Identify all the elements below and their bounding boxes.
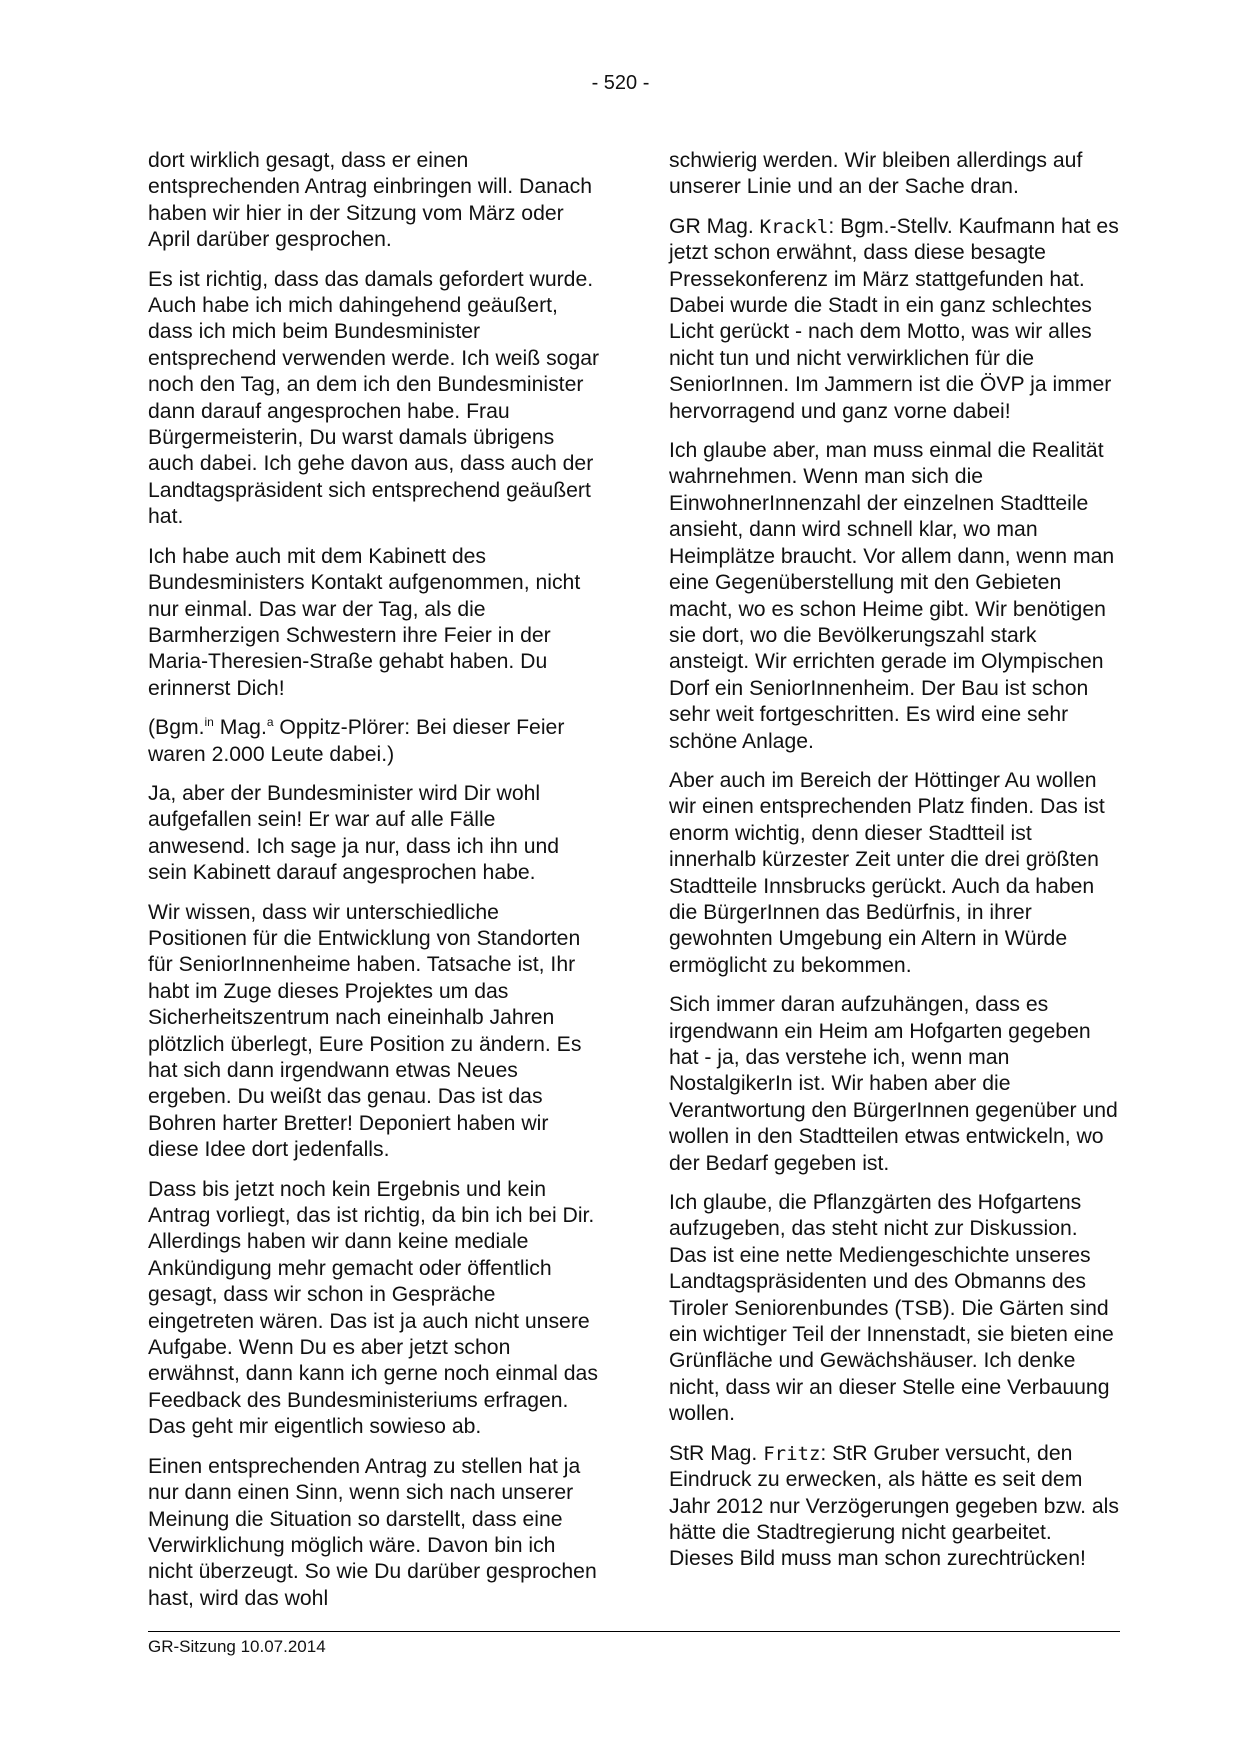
speaker-prefix: StR Mag. <box>669 1441 764 1465</box>
paragraph: Aber auch im Bereich der Höttinger Au wollen wir einen entsprechenden Platz finden. Das ist enorm wichtig, denn dieser Stadtteil ist innerhalb kürzester Zeit unter die drei größten Stadtteile Innsbrucks gerückt. Auch da haben die BürgerInnen das Bedürfnis, in ihrer gewohnten Umgebung ein Altern in Würde ermöglicht zu bekommen. <box>669 768 1105 977</box>
footer-divider <box>148 1631 1120 1632</box>
paragraph: Dass bis jetzt noch kein Ergebnis und kein Antrag vorliegt, das ist richtig, da bin ich bei Dir. Allerdings haben wir dann keine mediale Ankündigung mehr gemacht oder öffentlich gesagt, dass wir schon in Gespräche eingetreten wären. Das ist ja auch nicht unsere Aufgabe. Wenn Du es aber jetzt schon erwähnst, dann kann ich gerne noch einmal das Feedback des Bundesministeriums erfragen. Das geht mir eigentlich sowieso ab. <box>148 1177 598 1439</box>
speaker-paragraph <box>669 1441 1121 1573</box>
speaker-paragraph <box>669 214 1121 425</box>
right-column <box>669 148 1121 1586</box>
interjection <box>148 715 600 768</box>
paragraph: dort wirklich gesagt, dass er einen entsprechenden Antrag einbringen will. Danach haben wir hier in der Sitzung vom März oder April darüber gesprochen. <box>148 149 593 252</box>
speaker-name: Krackl <box>759 215 829 238</box>
interjection-open: (Bgm. <box>148 716 205 740</box>
left-column <box>148 148 600 1625</box>
paragraph: Es ist richtig, dass das damals gefordert wurde. Auch habe ich mich dahingehend geäußert, dass ich mich beim Bundesminister entsprechend verwenden werde. Ich weiß sogar noch den Tag, an dem ich den Bundesminister dann darauf angesprochen habe. Frau Bürgermeisterin, Du warst damals übrigens auch dabei. Ich gehe davon aus, dass auch der Landtagspräsident sich entsprechend geäußert hat. <box>148 267 600 529</box>
superscript: a <box>266 715 274 730</box>
paragraph: Ja, aber der Bundesminister wird Dir wohl aufgefallen sein! Er war auf alle Fälle anwesend. Ich sage ja nur, dass ich ihn und sein Kabinett darauf angesprochen habe. <box>148 781 560 885</box>
paragraph: Ich habe auch mit dem Kabinett des Bundesministers Kontakt aufgenommen, nicht nur einmal. Das war der Tag, als die Barmherzigen Schwestern ihre Feier in der Maria-Theresien-Straße gehabt haben. Du erinnerst Dich! <box>148 544 581 700</box>
speaker-text: : Bgm.-Stellv. Kaufmann hat es jetzt schon erwähnt, dass diese besagte Pressekonferenz im März stattgefunden hat. Dabei wurde die Stadt in ein ganz schlechtes Licht gerückt - nach dem Motto, was wir alles nicht tun und nicht verwirklichen für die SeniorInnen. Im Jammern ist die ÖVP ja immer hervorragend und ganz vorne dabei! <box>669 214 1119 423</box>
interjection-text: Oppitz-Plörer: Bei dieser Feier waren 2.000 Leute dabei.) <box>148 716 565 766</box>
page-number: - 520 - <box>591 72 650 94</box>
paragraph: Einen entsprechenden Antrag zu stellen hat ja nur dann einen Sinn, wenn sich nach unserer Meinung die Situation so darstellt, dass eine Verwirklichung möglich wäre. Davon bin ich nicht überzeugt. So wie Du darüber gesprochen hast, wird das wohl <box>148 1454 597 1610</box>
speaker-name: Fritz <box>763 1442 821 1465</box>
paragraph: Ich glaube aber, man muss einmal die Realität wahrnehmen. Wenn man sich die EinwohnerInnenzahl der einzelnen Stadtteile ansieht, dann wird schnell klar, wo man Heimplätze braucht. Vor allem dann, wenn man eine Gegenüberstellung mit den Gebieten macht, wo es schon Heime gibt. Wir benötigen sie dort, wo die Bevölkerungszahl stark ansteigt. Wir errichten gerade im Olympischen Dorf ein SeniorInnenheim. Der Bau ist schon sehr weit fortgeschritten. Es wird eine sehr schöne Anlage. <box>669 439 1115 753</box>
superscript: in <box>204 715 214 730</box>
paragraph: Wir wissen, dass wir unterschiedliche Positionen für die Entwicklung von Standorten für SeniorInnenheime haben. Tatsache ist, Ihr habt im Zuge dieses Projektes um das Sicherheitszentrum nach eineinhalb Jahren plötzlich überlegt, Eure Position zu ändern. Es hat sich dann irgendwann etwas Neues ergeben. Du weißt das genau. Das ist das Bohren harter Bretter! Deponiert haben wir diese Idee dort jedenfalls. <box>148 900 582 1162</box>
paragraph: Sich immer daran aufzuhängen, dass es irgendwann ein Heim am Hofgarten gegeben hat - ja, das verstehe ich, wenn man NostalgikerIn ist. Wir haben aber die Verantwortung den BürgerInnen gegenüber und wollen in den Stadtteilen etwas entwickeln, wo der Bedarf gegeben ist. <box>669 993 1118 1175</box>
speaker-text: : StR Gruber versucht, den Eindruck zu erwecken, als hätte es seit dem Jahr 2012 nur Verzögerungen gegeben bzw. als hätte die Stadtregierung nicht gearbeitet. Dieses Bild muss man schon zurechtrücken! <box>669 1441 1119 1571</box>
footer-text: GR-Sitzung 10.07.2014 <box>148 1637 326 1656</box>
interjection-middle: Mag. <box>213 716 267 740</box>
paragraph: Ich glaube, die Pflanzgärten des Hofgartens aufzugeben, das steht nicht zur Diskussion. Das ist eine nette Mediengeschichte unseres Landtagspräsidenten und des Obmanns des Tiroler Seniorenbundes (TSB). Die Gärten sind ein wichtiger Teil der Innenstadt, sie bieten eine Grünfläche und Gewächshäuser. Ich denke nicht, dass wir an dieser Stelle eine Verbauung wollen. <box>669 1191 1114 1426</box>
paragraph: schwierig werden. Wir bleiben allerdings auf unserer Linie und an der Sache dran. <box>669 149 1083 199</box>
speaker-prefix: GR Mag. <box>669 214 760 238</box>
